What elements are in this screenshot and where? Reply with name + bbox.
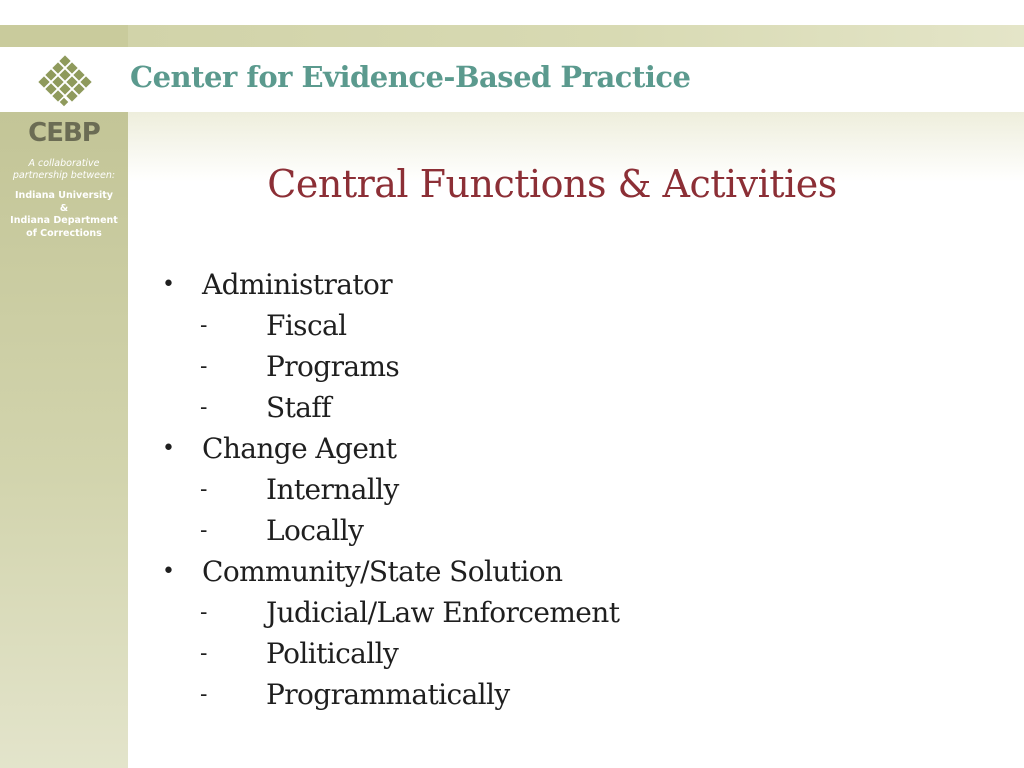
cebp-acronym: CEBP <box>28 118 100 148</box>
partner-doc-line-1: Indiana Department <box>10 215 118 226</box>
bullet-item <box>162 264 1002 305</box>
dash-icon: - <box>200 518 207 543</box>
sub-item <box>162 633 1002 674</box>
dash-icon: - <box>200 682 207 707</box>
sub-item <box>162 469 1002 510</box>
sub-item-text: Programs <box>266 350 400 383</box>
org-name-header: Center for Evidence-Based Practice <box>130 60 691 94</box>
dash-icon: - <box>200 313 207 338</box>
dash-icon: - <box>200 354 207 379</box>
collab-line-1: A collaborative <box>28 158 100 169</box>
bullet-heading: Administrator <box>202 268 393 301</box>
partner-indiana-university: Indiana University <box>15 190 113 201</box>
partner-doc-line-2: of Corrections <box>26 227 102 239</box>
slide-title: Central Functions & Activities <box>267 162 837 206</box>
sub-item <box>162 346 1002 387</box>
top-accent-band <box>0 25 1024 47</box>
sub-item <box>162 305 1002 346</box>
dash-icon: - <box>200 641 207 666</box>
bullet-item <box>162 551 1002 592</box>
diamond-lattice-logo-icon <box>34 55 96 107</box>
partner-list <box>0 190 128 240</box>
sub-item <box>162 387 1002 428</box>
partner-ampersand: & <box>59 202 69 214</box>
sub-item-text: Fiscal <box>266 309 347 342</box>
bullet-icon: • <box>162 436 175 461</box>
bullet-heading: Change Agent <box>202 432 397 465</box>
sub-item <box>162 592 1002 633</box>
bullet-heading: Community/State Solution <box>202 555 563 588</box>
sub-item-text: Programmatically <box>266 678 510 711</box>
sub-item <box>162 510 1002 551</box>
dash-icon: - <box>200 477 207 502</box>
collab-line-2: partnership between: <box>12 170 116 181</box>
collaboration-note <box>0 158 128 182</box>
sub-item-text: Internally <box>266 473 399 506</box>
dash-icon: - <box>200 600 207 625</box>
top-accent-band-left <box>0 25 128 47</box>
sub-item-text: Judicial/Law Enforcement <box>266 596 620 629</box>
bullet-list <box>162 264 1002 715</box>
sub-item <box>162 674 1002 715</box>
sub-item-text: Staff <box>266 391 331 424</box>
bullet-icon: • <box>162 559 175 584</box>
dash-icon: - <box>200 395 207 420</box>
sub-item-text: Locally <box>266 514 364 547</box>
bullet-item <box>162 428 1002 469</box>
bullet-icon: • <box>162 272 175 297</box>
sub-item-text: Politically <box>266 637 399 670</box>
